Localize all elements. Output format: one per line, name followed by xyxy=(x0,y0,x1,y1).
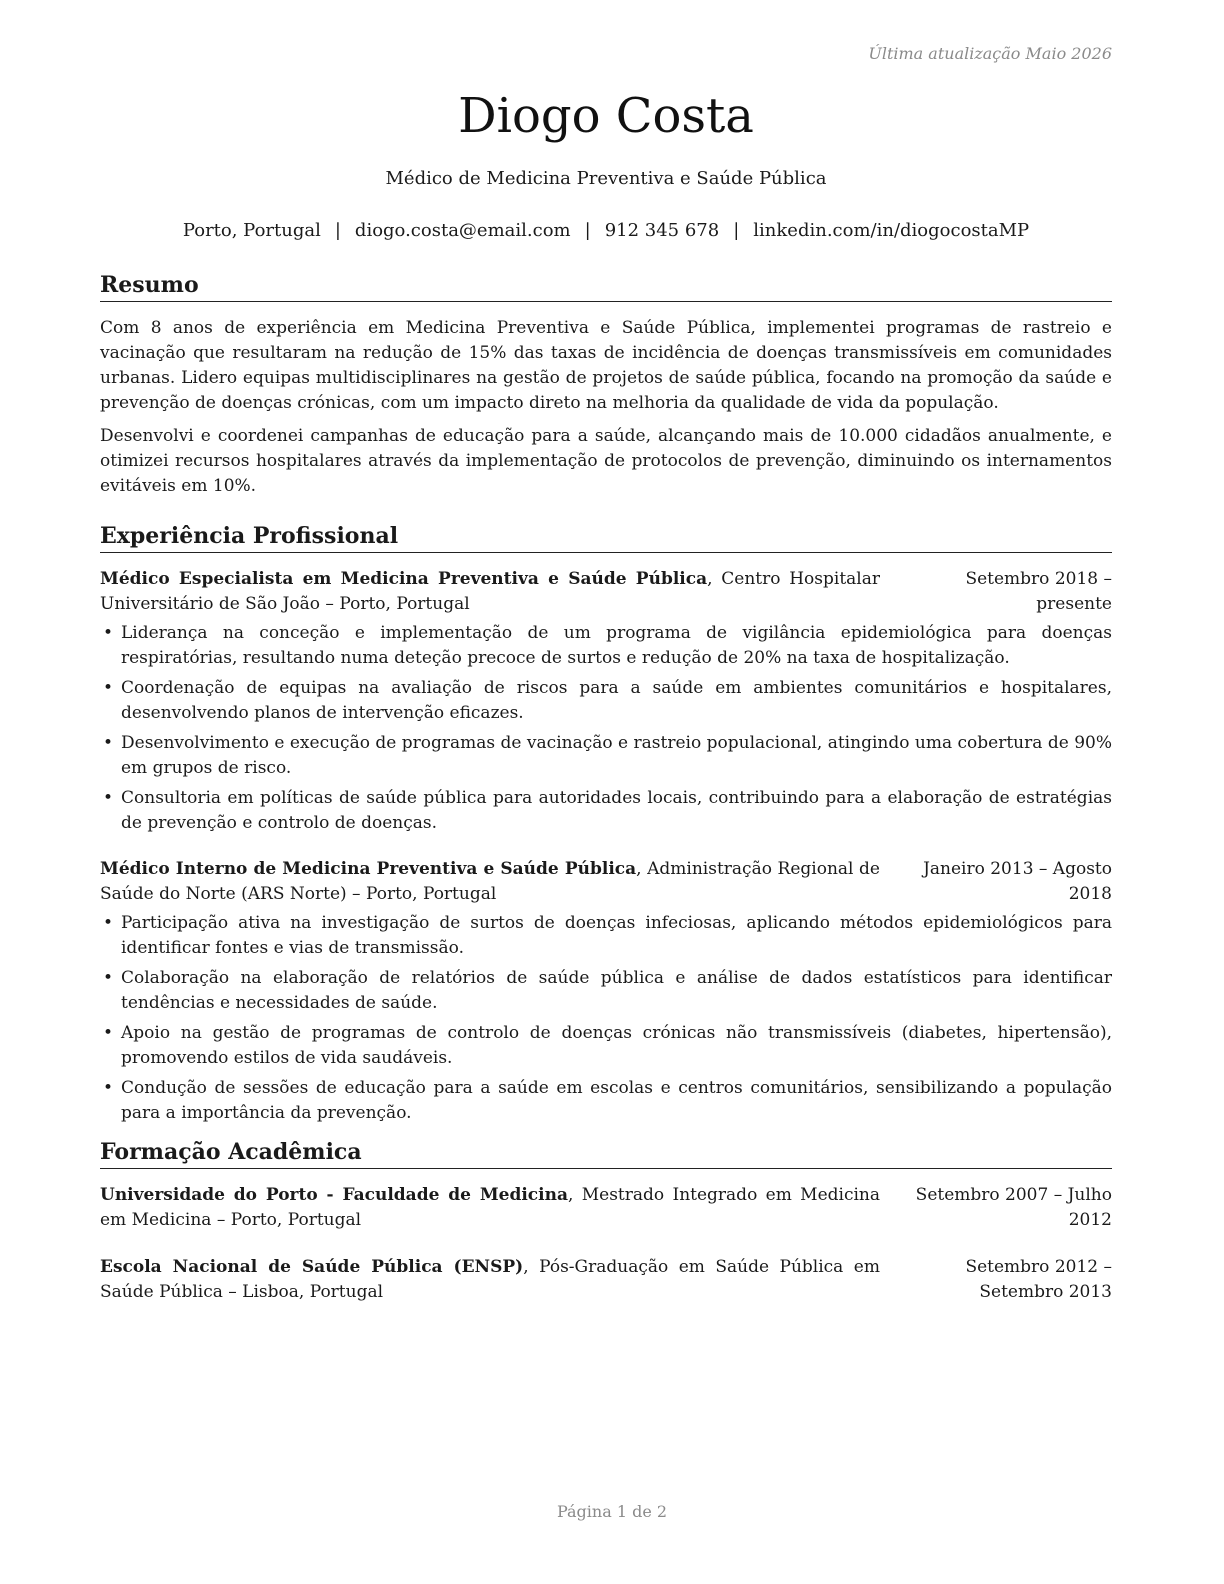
job-dates: Setembro 2018 – presente xyxy=(965,569,1112,614)
education-title-line xyxy=(100,1255,880,1305)
section-title-experience: Experiência Profissional xyxy=(100,521,1112,553)
last-updated: Última atualização Maio 2026 xyxy=(868,44,1112,63)
summary-paragraph: Desenvolvi e coordenei campanhas de educação para a saúde, alcançando mais de 10.000 cidadãos anualmente, e otimizei recursos hospitalares através da implementação de protocolos de prevenção, diminuindo os internamentos evitáveis em 10%. xyxy=(100,426,1112,496)
job-bullets xyxy=(100,621,1112,836)
bullet-icon: • xyxy=(103,968,114,988)
section-title-summary: Resumo xyxy=(100,270,1112,302)
bullet-text: Colaboração na elaboração de relatórios de saúde pública e análise de dados estatísticos para identificar tendências e necessidades de saúde. xyxy=(121,968,1112,1013)
contact-linkedin[interactable]: linkedin.com/in/diogocostaMP xyxy=(753,220,1030,241)
candidate-title: Médico de Medicina Preventiva e Saúde Pública xyxy=(385,168,827,189)
bullet-icon: • xyxy=(103,623,114,643)
section-title-education: Formação Acadêmica xyxy=(100,1137,1112,1169)
contact-location: Porto, Portugal xyxy=(182,220,321,241)
list-item xyxy=(100,1021,1112,1071)
job-entry xyxy=(100,857,1112,1126)
bullet-icon: • xyxy=(103,788,114,808)
bullet-text: Coordenação de equipas na avaliação de riscos para a saúde em ambientes comunitários e hospitalares, desenvolvendo planos de intervenção eficazes. xyxy=(121,678,1112,723)
education-school: Universidade do Porto - Faculdade de Medicina xyxy=(100,1185,568,1205)
bullet-icon: • xyxy=(103,733,114,753)
education-title-line xyxy=(100,1183,880,1233)
job-title-line xyxy=(100,857,880,907)
list-item xyxy=(100,786,1112,836)
bullet-text: Condução de sessões de educação para a saúde em escolas e centros comunitários, sensibilizando a população para a importância da prevenção. xyxy=(121,1078,1112,1123)
job-organization: , Administração Regional de Saúde do Norte (ARS Norte) – Porto, Portugal xyxy=(100,859,880,904)
contact-phone: 912 345 678 xyxy=(604,220,720,241)
education-dates: Setembro 2012 – Setembro 2013 xyxy=(965,1257,1112,1302)
list-item xyxy=(100,911,1112,961)
job-role: Médico Interno de Medicina Preventiva e Saúde Pública xyxy=(100,859,637,879)
bullet-text: Desenvolvimento e execução de programas de vacinação e rastreio populacional, atingindo uma cobertura de 90% em grupos de risco. xyxy=(121,733,1112,778)
summary-paragraph: Com 8 anos de experiência em Medicina Preventiva e Saúde Pública, implementei programas de rastreio e vacinação que resultaram na redução de 15% das taxas de incidência de doenças transmissíveis em comunidades urbanas. Lidero equipas multidisciplinares na gestão de projetos de saúde pública, focando na promoção da saúde e prevenção de doenças crónicas, com um impacto direto na melhoria da qualidade de vida da população. xyxy=(100,318,1112,413)
contact-separator: | xyxy=(733,220,740,241)
education-detail: , Pós-Graduação em Saúde Pública em Saúde Pública – Lisboa, Portugal xyxy=(100,1257,880,1302)
education-entry xyxy=(100,1255,1112,1305)
bullet-icon: • xyxy=(103,1023,114,1043)
page-number: Página 1 de 2 xyxy=(556,1502,668,1521)
job-title-line xyxy=(100,567,880,617)
education-dates: Setembro 2007 – Julho 2012 xyxy=(915,1185,1112,1230)
candidate-name: Diogo Costa xyxy=(458,88,754,144)
list-item xyxy=(100,621,1112,671)
job-organization: , Centro Hospitalar Universitário de São João – Porto, Portugal xyxy=(100,569,880,614)
job-entry xyxy=(100,567,1112,836)
bullet-icon: • xyxy=(103,1078,114,1098)
education-detail: , Mestrado Integrado em Medicina em Medicina – Porto, Portugal xyxy=(100,1185,881,1230)
list-item xyxy=(100,966,1112,1016)
bullet-text: Participação ativa na investigação de surtos de doenças infeciosas, aplicando métodos epidemiológicos para identificar fontes e vias de transmissão. xyxy=(121,913,1112,958)
contact-line xyxy=(100,218,1112,244)
bullet-text: Apoio na gestão de programas de controlo de doenças crónicas não transmissíveis (diabetes, hipertensão), promovendo estilos de vida saudáveis. xyxy=(121,1023,1112,1068)
list-item xyxy=(100,731,1112,781)
list-item xyxy=(100,1076,1112,1126)
bullet-text: Consultoria em políticas de saúde pública para autoridades locais, contribuindo para a elaboração de estratégias de prevenção e controlo de doenças. xyxy=(121,788,1112,833)
job-role: Médico Especialista em Medicina Preventiva e Saúde Pública xyxy=(100,569,708,589)
bullet-icon: • xyxy=(103,678,114,698)
list-item xyxy=(100,676,1112,726)
job-header xyxy=(100,857,1112,907)
bullet-text: Liderança na conceção e implementação de um programa de vigilância epidemiológica para doenças respiratórias, resultando numa deteção precoce de surtos e redução de 20% na taxa de hospitalização. xyxy=(121,623,1112,668)
job-bullets xyxy=(100,911,1112,1126)
education-entry xyxy=(100,1183,1112,1233)
contact-separator: | xyxy=(334,220,341,241)
contact-separator: | xyxy=(584,220,591,241)
job-dates: Janeiro 2013 – Agosto 2018 xyxy=(923,859,1112,904)
contact-email[interactable]: diogo.costa@email.com xyxy=(354,220,571,241)
bullet-icon: • xyxy=(103,913,114,933)
job-header xyxy=(100,567,1112,617)
resume-content xyxy=(100,270,1112,1305)
education-school: Escola Nacional de Saúde Pública (ENSP) xyxy=(100,1257,524,1277)
